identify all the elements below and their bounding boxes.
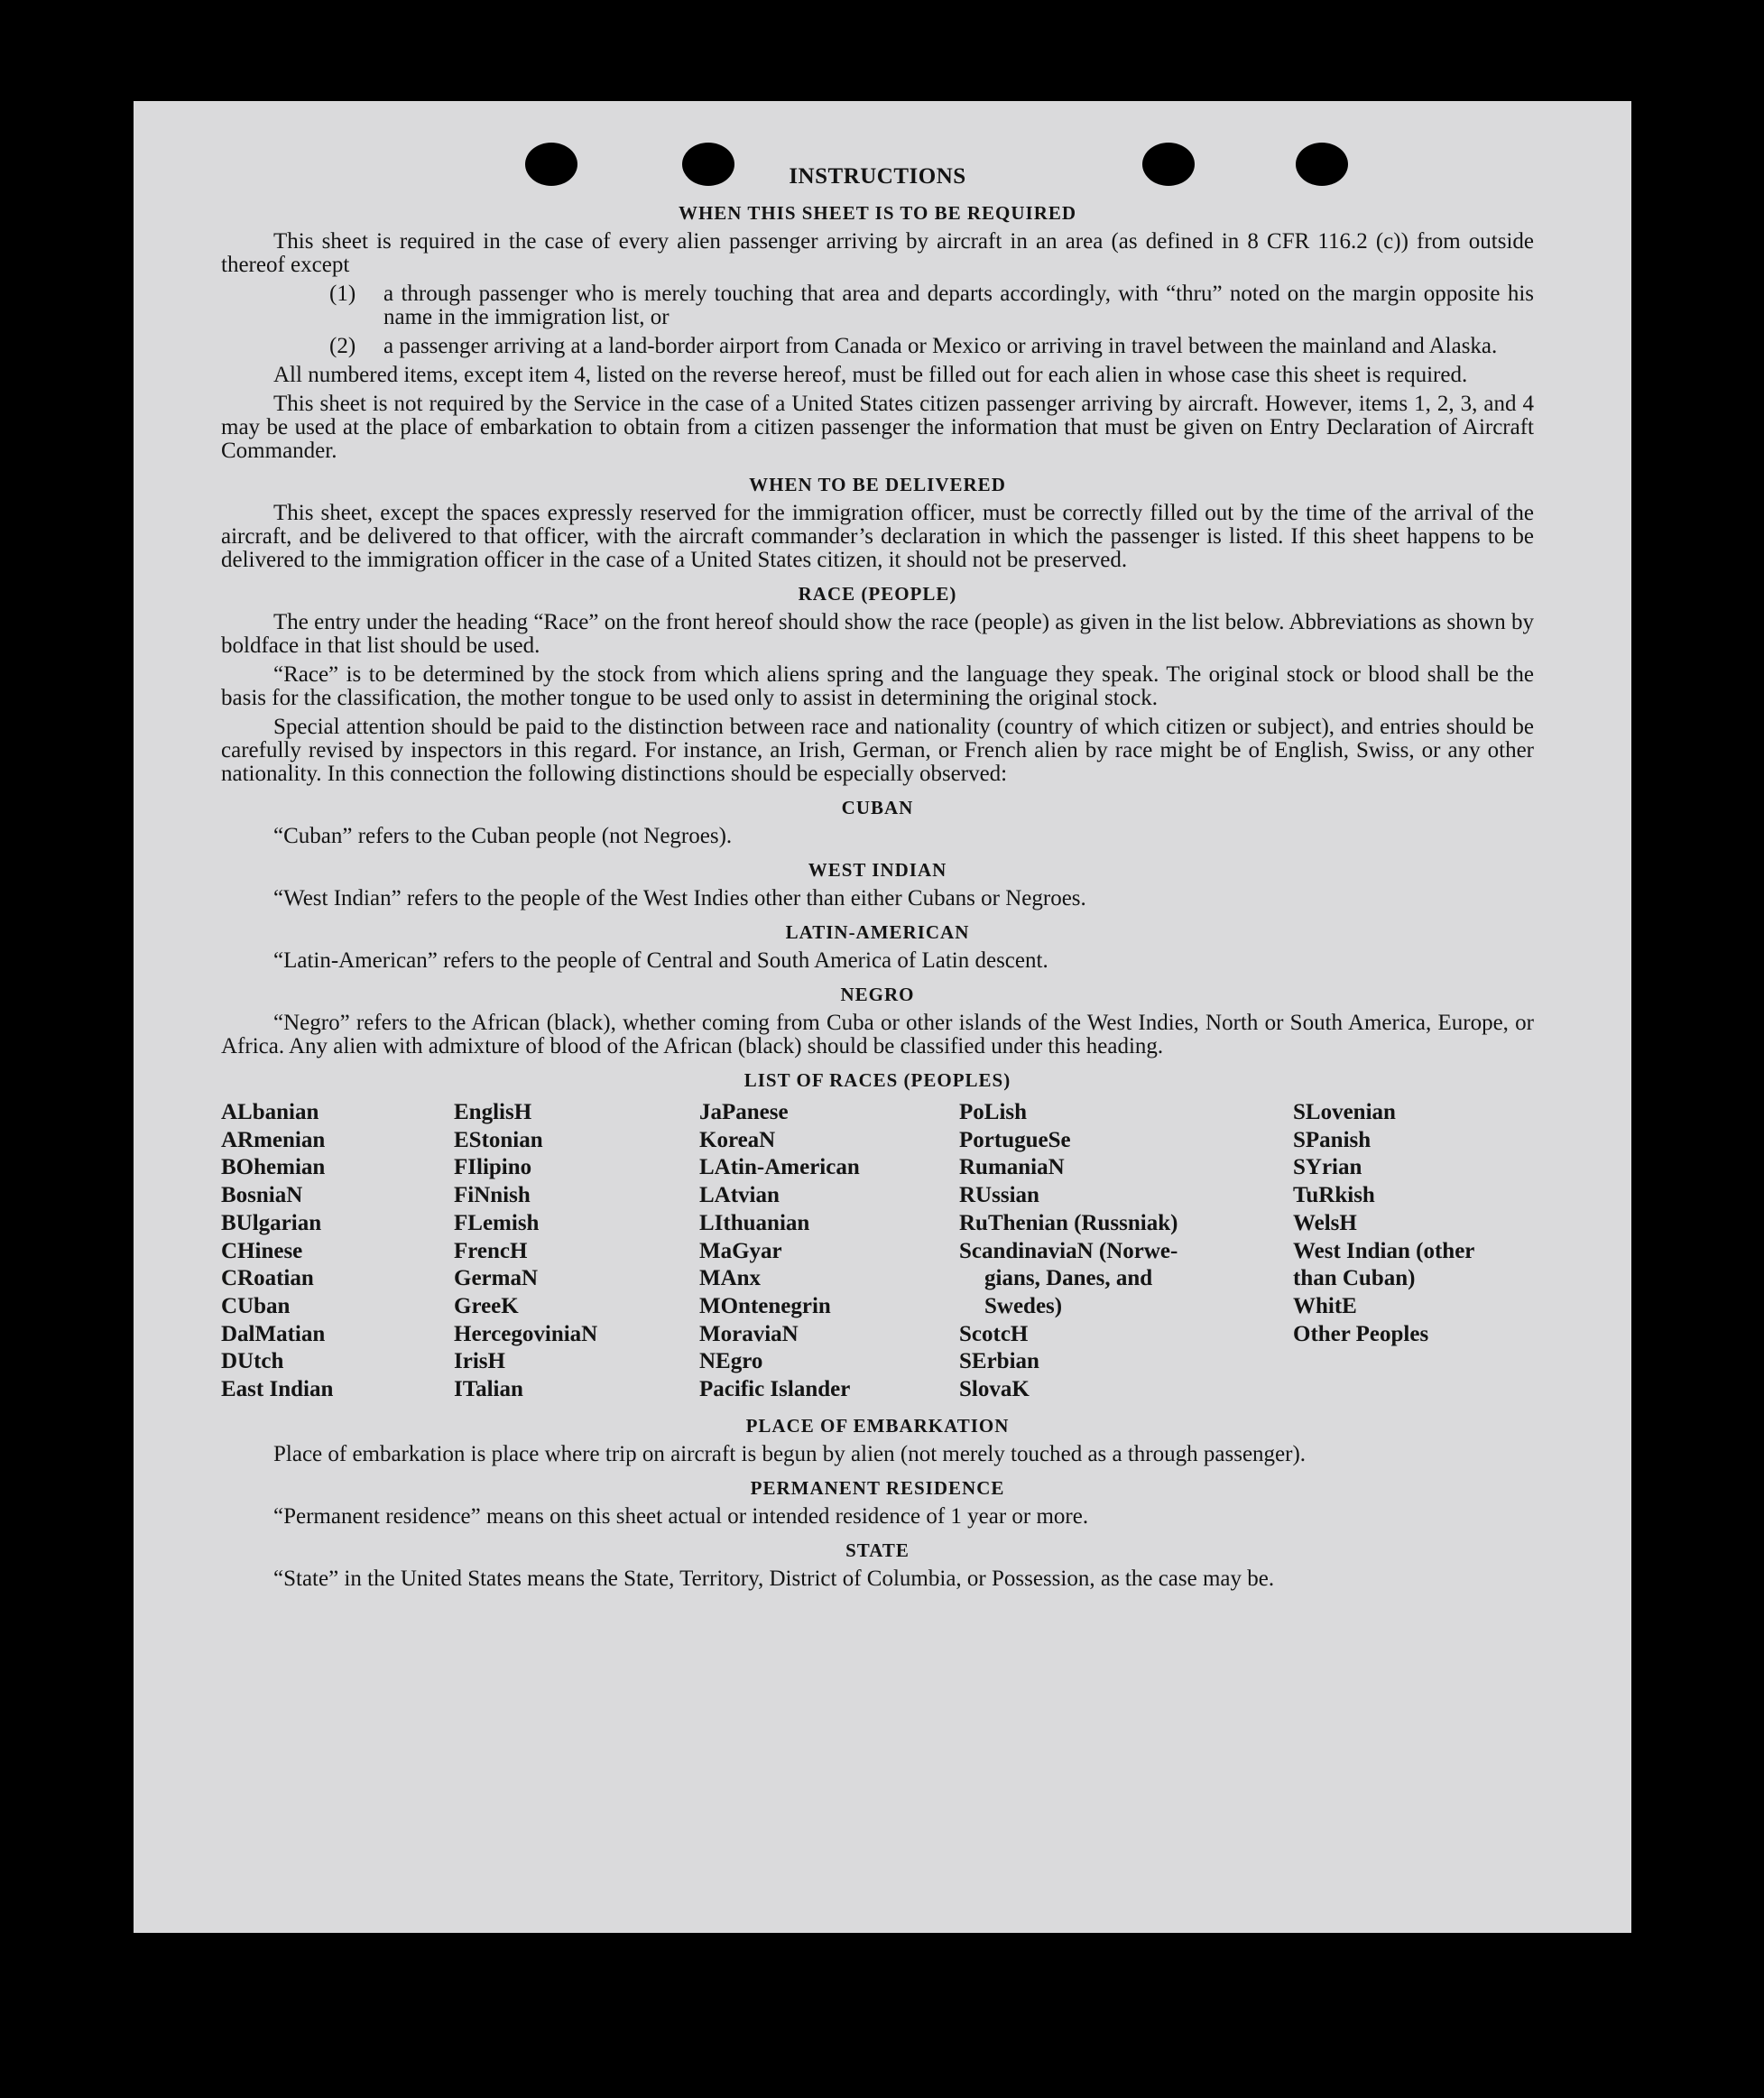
race-entry: Other Peoples	[1293, 1321, 1429, 1346]
race-entry: LIthuanian	[699, 1210, 810, 1235]
heading-when-delivered: WHEN TO BE DELIVERED	[749, 474, 1006, 495]
race-entry: LAtvian	[699, 1183, 780, 1208]
race-entry: KoreaN	[699, 1127, 776, 1152]
race-entry: LAtin-American	[699, 1155, 860, 1180]
race-entry: West Indian (other	[1293, 1238, 1475, 1263]
race-entry: CUban	[221, 1293, 291, 1318]
paragraph-required-intro: This sheet is required in the case of every alien passenger arriving by aircraft in an area (as defined in 8 CFR 116.2 (c)) from outside thereof except	[221, 229, 1534, 277]
heading-list-of-races: LIST OF RACES (PEOPLES)	[743, 1069, 1011, 1091]
race-entry: CRoatian	[221, 1266, 314, 1291]
paragraph-race-entry: The entry under the heading “Race” on the front hereof should show the race (people) as given in the list below. Abbreviations as shown by boldface in that list should be used.	[221, 610, 1534, 658]
heading-west-indian: WEST INDIAN	[808, 859, 947, 881]
heading-latin-american: LATIN-AMERICAN	[785, 921, 970, 943]
item-number: (1)	[329, 282, 356, 306]
race-entry: BUlgarian	[221, 1210, 322, 1235]
race-entry: MOntenegrin	[699, 1293, 831, 1318]
race-entry: JaPanese	[699, 1100, 789, 1124]
race-entry: NEgro	[699, 1349, 763, 1374]
paragraph-west-indian: “West Indian” refers to the people of the West Indies other than either Cubans or Negroes.	[273, 886, 1086, 910]
race-entry: GreeK	[454, 1293, 519, 1318]
heading-state: STATE	[845, 1539, 910, 1561]
races-table	[221, 1099, 1534, 1404]
list-item	[221, 282, 1534, 329]
races-column	[699, 1099, 959, 1404]
heading-permanent-residence: PERMANENT RESIDENCE	[750, 1476, 1005, 1499]
race-entry: FIlipino	[454, 1155, 532, 1180]
paragraph-state: “State” in the United States means the State, Territory, District of Columbia, or Possession, as the case may be.	[273, 1566, 1275, 1591]
list-item	[221, 335, 1534, 358]
heading-negro: NEGRO	[840, 984, 915, 1005]
race-entry: HercegoviniaN	[454, 1321, 598, 1346]
item-text: a through passenger who is merely touching that area and departs accordingly, with “thru” noted on the margin opposite his name in the immigration list, or	[383, 282, 1534, 329]
item-text: a passenger arriving at a land-border airport from Canada or Mexico or arriving in travel between the mainland and Alaska.	[383, 334, 1498, 358]
race-entry: DalMatian	[221, 1321, 326, 1346]
race-entry: MAnx	[699, 1266, 762, 1291]
race-entry: BosniaN	[221, 1183, 303, 1208]
paragraph-race-stock: “Race” is to be determined by the stock from which aliens spring and the language they speak. The original stock or blood shall be the basis for the classification, the mother tongue to be used only to assist in determining the original stock.	[221, 662, 1534, 710]
race-entry: DUtch	[221, 1349, 284, 1374]
race-entry: RuThenian (Russniak)	[959, 1210, 1178, 1235]
race-entry: ALbanian	[221, 1100, 319, 1124]
race-entry: ScotcH	[959, 1321, 1029, 1346]
race-entry: Swedes)	[984, 1293, 1063, 1318]
race-entry: ITalian	[454, 1377, 523, 1402]
race-entry: MoraviaN	[699, 1321, 799, 1346]
race-entry: PortugueSe	[959, 1127, 1071, 1152]
paragraph-delivery: This sheet, except the spaces expressly reserved for the immigration officer, must be correctly filled out by the time of the arrival of the aircraft, and be delivered to that officer, with the aircraft commander’s declaration in which the passenger is listed. If this sheet happens to be delivered to the immigration officer in the case of a United States citizen, it should not be preserved.	[221, 501, 1534, 572]
race-entry: FLemish	[454, 1210, 540, 1235]
race-entry: WhitE	[1293, 1293, 1357, 1318]
heading-cuban: CUBAN	[841, 797, 914, 818]
race-entry: SErbian	[959, 1349, 1039, 1374]
races-column	[221, 1099, 454, 1404]
race-entry: PoLish	[959, 1100, 1028, 1124]
race-entry: IrisH	[454, 1349, 505, 1374]
race-entry: MaGyar	[699, 1238, 782, 1263]
race-entry: EnglisH	[454, 1100, 532, 1124]
heading-when-required: WHEN THIS SHEET IS TO BE REQUIRED	[678, 202, 1077, 224]
paragraph-negro: “Negro” refers to the African (black), whether coming from Cuba or other islands of the West Indies, North or South America, Europe, or Africa. Any alien with admixture of blood of the African (black) should be classified under this heading.	[221, 1011, 1534, 1058]
race-entry: WelsH	[1293, 1210, 1357, 1235]
race-entry: SYrian	[1293, 1155, 1362, 1180]
race-entry: RumaniaN	[959, 1155, 1065, 1180]
race-entry: Pacific Islander	[699, 1377, 851, 1402]
race-entry: gians, Danes, and	[984, 1266, 1153, 1291]
race-entry: than Cuban)	[1293, 1266, 1416, 1291]
races-column	[1293, 1099, 1534, 1404]
paragraph-embarkation: Place of embarkation is place where trip on aircraft is begun by alien (not merely touched as a through passenger).	[273, 1441, 1307, 1466]
paragraph-citizen-passenger: This sheet is not required by the Service in the case of a United States citizen passenger arriving by aircraft. However, items 1, 2, 3, and 4 may be used at the place of embarkation to obtain from a citizen passenger the information that must be given on Entry Declaration of Aircraft Commander.	[221, 392, 1534, 463]
paragraph-race-nationality: Special attention should be paid to the distinction between race and nationality (country of which citizen or subject), and entries should be carefully revised by inspectors in this regard. For instance, an Irish, German, or French alien by race might be of English, Swiss, or any other nationality. In this connection the following distinctions should be especially observed:	[221, 715, 1534, 786]
race-entry: CHinese	[221, 1238, 303, 1263]
race-entry: SlovaK	[959, 1377, 1030, 1402]
race-entry: EStonian	[454, 1127, 543, 1152]
race-entry: East Indian	[221, 1377, 334, 1402]
heading-embarkation: PLACE OF EMBARKATION	[745, 1414, 1010, 1437]
paragraph-cuban: “Cuban” refers to the Cuban people (not Negroes).	[273, 824, 733, 848]
heading-race: RACE (PEOPLE)	[798, 583, 957, 605]
races-column	[454, 1099, 699, 1404]
races-column	[959, 1099, 1293, 1404]
race-entry: ScandinaviaN (Norwe-	[959, 1238, 1178, 1263]
item-number: (2)	[329, 334, 356, 358]
race-entry: ARmenian	[221, 1127, 326, 1152]
paragraph-numbered-items: All numbered items, except item 4, listed on the reverse hereof, must be filled out for each alien in whose case this sheet is required.	[273, 363, 1468, 387]
instructions-content	[221, 164, 1534, 1596]
race-entry: GermaN	[454, 1266, 539, 1291]
race-entry: SPanish	[1293, 1127, 1371, 1152]
race-entry: TuRkish	[1293, 1183, 1375, 1208]
race-entry: FrencH	[454, 1238, 528, 1263]
page-title: INSTRUCTIONS	[789, 164, 966, 189]
race-entry: BOhemian	[221, 1155, 326, 1180]
paragraph-permanent-residence: “Permanent residence” means on this sheet actual or intended residence of 1 year or more.	[273, 1503, 1089, 1529]
paragraph-latin-american: “Latin-American” refers to the people of Central and South America of Latin descent.	[273, 948, 1048, 973]
race-entry: FiNnish	[454, 1183, 531, 1208]
race-entry: RUssian	[959, 1183, 1039, 1208]
race-entry: SLovenian	[1293, 1100, 1396, 1124]
